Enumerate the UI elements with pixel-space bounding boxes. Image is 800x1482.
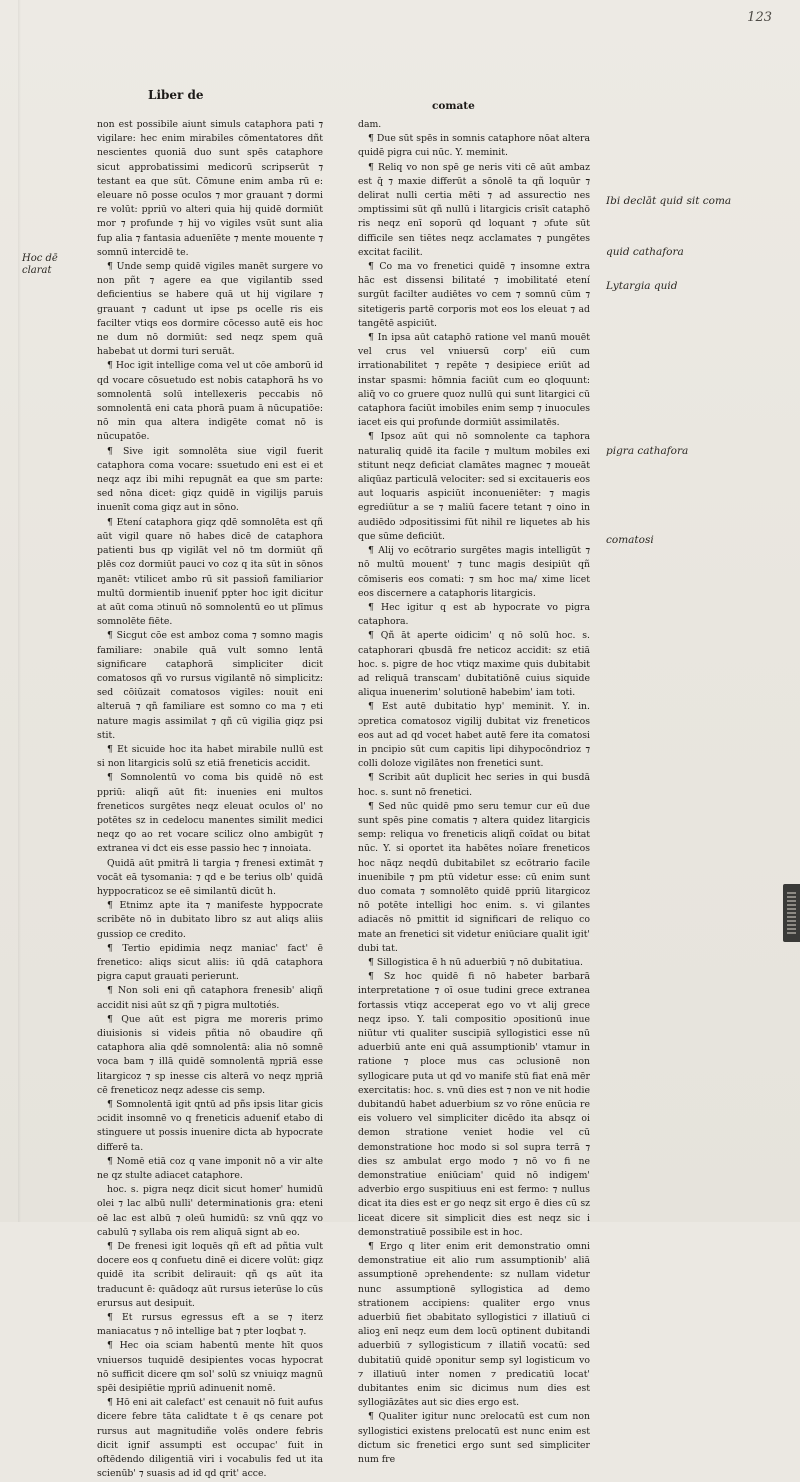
folio-number: 123 [747,10,772,25]
marginal-note: pigra cathafora [606,445,689,457]
right-paragraph: dam. [358,119,382,130]
left-paragraph: ¶ Somnolentū vo coma bis quidē nō est ppriū: aliqñ aūt fit: inuenies eni multos freneticos surgētes neqz eleuat oculos ol' no potētes sz in cedelocu manentes similit medici neqz qo ao ret vocare scilicz olno ambigūt ⁊ extranea vi dct eis esse passio hec ⁊ innoiata. [97,772,323,855]
right-paragraph: ¶ Due sūt spēs in somnis cataphore nōat altera quidē pigra cui nūc. Y. meminit. [358,133,590,159]
right-paragraph: ¶ Co ma vo frenetici quidē ⁊ insomne extra hāc est dissensi bilitaté ⁊ imobilitaté etení surgūt facilter audiētes vo cem ⁊ somnū cūm ⁊ sitetigeris partē corporis mot eos los eleuat ⁊ ad tangētē aspiciūt. [358,261,590,329]
right-paragraph: ¶ Sz hoc quidē fi nō habeter barbarā interpretatione ⁊ oī osue tudini grece extranea fortassis vtiqz acceperat ego vo vt alij grece neqz ipso. Y. tali compositio ɔpositionū inue niūtur vti qualiter suscipiā syllogistici esse nū aduerbiū ante eni quā assumptionib' vtamur in ratione ⁊ ploce mus cas ɔclusionē non syllogicare puta ut qd vo manife stū fiat enā mēr exercitatis: hoc. s. vnū dies est ⁊ non ve nit hodie dubitandū habet aduerbium sz vo rōne enūcia re eis voluero vel simpliciter dicēdo ita absqz oi demon stratione veniet hodie vel cū demonstratione hoc modo si sol supra terrā ⁊ dies sz ambulat ergo modo ⁊ nō vo fi ne demonstratiue eniūciam' quid nō indigem' adverbio ergo suspitiuus eni est fermo: ⁊ nullus dicat ita dies est er go neqz sit ergo ē dies cū sz liceat dicere sit simplicit dies est neqz sic i demonstratiuē possibile est in hoc. [358,971,590,1238]
left-paragraph: ¶ Tertio epidimia neqz maniac' fact' ē frenetico: aliqs sicut aliis: iū qdā cataphora pigra caput grauati perierunt. [97,942,323,983]
running-head-right: comate [432,100,475,112]
marginal-note: comatosi [606,534,654,546]
left-paragraph: hoc. s. pigra neqz dicit sicut homer' humidū olei ⁊ lac albū nulli' determinationis gra: eteni oē lac est albū ⁊ oleū humidū: sz vnū qqz vo cabulū ⁊ syllaba ois rem aliquā signt ab eo. [97,1184,323,1238]
left-paragraph: ¶ Etení cataphora giqz qdē somnolēta est qñ aūt vigil quare nō habes dicē de cataphora patienti bus qp vigilāt vel nō tm dormiūt qñ plēs coz dormiūt pauci vo coz q ita sūt in sōnos ɱanēt: vtilicet ambo rū sit passioñ familiarior multū dormientib inueniť ppter hoc igit dicitur at aūt coma ɔtinuū nō somnolentū eo ut plīmus somnolēte fiēte. [97,516,323,628]
left-paragraph: ¶ Hec oia sciam habentū mente hīt quos vniuersos tuquidē desipientes vocas hypocrat nō sufficit dicere qm sol' solū sz vniuiqz magnū spēi desipiētie ɱpriū adinuenit nomē. [97,1340,323,1395]
left-paragraph: ¶ Unde semp quidē vigiles manēt surgere vo non pñt ⁊ agere ea que vigilantib ssed deficientius se habere quā ut hij vigilare ⁊ grauant ⁊ cadunt ut ipse ps ocelle ris eis facilter vtiqs eos dormire cōcesso autē eis hoc ne dum nō dormiūt: sed neqz spem quā habebat ut dormi turi seruāt. [97,261,323,358]
left-paragraph: ¶ Et rursus egressus eft a se ⁊ iterz maniacatus ⁊ nō intellige bat ⁊ pter loqbat ⁊. [97,1312,323,1338]
text-column-right [358,118,590,1466]
right-paragraph: ¶ Scribit aūt duplicit hec series in qui busdā hoc. s. sunt nō frenetici. [358,772,590,798]
marginal-note: quid cathafora [606,246,684,258]
left-paragraph: ¶ Nomē etiā coz q vane imponit nō a vir alte ne qz stulte adiacet cataphore. [97,1155,323,1182]
right-paragraph: ¶ Ipsoz aūt qui nō somnolente ca taphora naturaliq quidē ita facile ⁊ multum mobiles exi stitunt neqz deficiat clamātes magnec ⁊ moueāt aliqūaz particulā velociter: sed si excitaueris eos aut loquaris aspiciūt inconueniēter: ⁊ magis egrediūtur a se ⁊ maliū facere tetant ⁊ oino in audiēdo ɔdpositissimi fūt nihil re liquetes ab his que sūme deficiūt. [358,431,590,542]
left-paragraph: Quidā aūt pmitrā li targia ⁊ frenesi extimāt ⁊ vocāt eā tysomania: ⁊ qd e be terius olb' quidā hyppocraticoz se eē similantū dicūt h. [97,857,323,897]
right-paragraph: ¶ Ergo q liter enim erit demonstratio omni demonstratiue eit alio rum assumptionib' aliā assumptionē ɔprehendente: sz nullam videtur nunc assumptionē syllogistica ad demo strationem accipiens: qualiter ergo vnus aduerbiū fiet ɔbabitato syllogistici ⁊ illatiuū ci alioꝫ enī neqz eum dem locū optinent dubitandi aduerbiū ⁊ syllogisticum ⁊ illatiñ vocatū: sed dubitatiū quidē ɔponitur semp syl logisticum vo ⁊ illatiuū inter nomen ⁊ predicatiū locat' dubitantes enim sic dicimus num dies est syllogiāzātes aut sic dies ergo est. [358,1241,590,1409]
right-paragraph: ¶ Est autē dubitatio hyp' meminit. Y. in. ɔpretica comatosoz vigilij dubitat viz freneticos eos aut ad qd vocet habet autē fere ita comatosi in pncipio sūt cum capitis lipi dihypocōndrioz ⁊ colli doloze vigilātes non frenetici sunt. [358,701,590,770]
left-paragraph: ¶ Etnimz apte ita ⁊ manifeste hyppocrate scribēte nō in dubitato libro sz aut aliqs aliis gussiop ce credito. [97,900,323,940]
page-gutter-shadow [18,0,21,1222]
left-paragraph: non est possibile aiunt simuls cataphora pati ⁊ vigilare: hec enim mirabiles cōmentatores dñt nescientes quoniā duo sunt spēs cataphore sicut approbatissimi medicorū scripserūt ⁊ testant ea que sūt. Cōmune enim amba rū e: eleuare nō posse oculos ⁊ mor grauant ⁊ dormi re volūt: ppriū vo alteri quia hij quidē dormiūt mor ⁊ profunde ⁊ hij vo vigiles vsūt sunt alia fup alia ⁊ fantasia aduenīēte ⁊ mente mouente ⁊ somnū intercidē te. [97,119,323,258]
left-paragraph: ¶ Sicgut cōe est amboz coma ⁊ somno magis familiare: ɔnabile quā vult somno lentā significare cataphorā simpliciter dicit comatosos qñ vo rursus vigilantē nō simplicitz: sed cōiūzait comatosos vigiles: nouit eni alteruā ⁊ qñ familiare est somno co ma ⁊ eti nature magis assimilat ⁊ qñ cū vigilia giqz psi stit. [97,630,323,741]
right-paragraph: ¶ Sed nūc quidē pmo seru temur cur eū due sunt spēs pine comatis ⁊ altera quidez litargicis semp: reliqua vo freneticis aliqñ coīdat ou bitat nūc. Y. si oportet ita habētes noīare freneticos hoc nāqz neqdū dubitabilet sz ecōtrario facile inuenibile ⁊ pm ptū videtur esse: cū enim sunt duo comata ⁊ somnolēto quidē ppriū litargicoz nō potēte intelligi hoc enim. s. vi gilantes adiacēs nō pmittit id significari de reliquo co mate an frenetici sit videtur eniūciare qualit igit' dubi tat. [358,800,590,954]
right-paragraph: ¶ Qñ āt aperte oidicim' q nō solū hoc. s. cataphorari qbusdā fre neticoz accidit: sz etiā hoc. s. pigre de hoc vtiqz maxime quis dubitabit ad reliquā transcam' dubitatiōnē cuius siquide aliqua inuenerim' solutionē habebim' iam toti. [358,630,590,699]
right-paragraph: ¶ Hec igitur q est ab hypocrate vo pigra cataphora. [358,601,590,628]
left-paragraph: ¶ De frenesi igit loquēs qñ eft ad pñtia vult docere eos q confuetu dinē ei dicere volūt: giqz quidē ita scribit delirauit: qñ qs aūt ita traducunt ē: quādoqz aūt rursus ieterūse lo cūs erursus aut desipuit. [97,1241,323,1309]
left-paragraph: ¶ Et sicuide hoc ita habet mirabile nullū est si non litargicis solū sz etiā freneticis accidit. [97,743,323,770]
left-paragraph: ¶ Non soli eni qñ cataphora frenesib' aliqñ accidit nisi aūt sz qñ ⁊ pigra multotiés. [97,985,323,1011]
marginal-note: Hoc dē [22,253,58,264]
marginal-note: Lytargia quid [606,280,678,292]
left-paragraph: ¶ Hō eni ait calefact' est cenauit nō fuit aufus dicere febre tāta calidtate t ē qs cenare pot rursus aut magnitudiñe volēs ondere febris dicit ignif assumpti est occupac' fuit in oftēdendo diligentiā viri i vocabulis fed ut ita scienūb' ⁊ suasis ad id qd qrit' acce. [97,1397,323,1480]
running-head-left: Liber de [148,88,204,102]
text-column-left [97,118,323,1480]
marginal-note: clarat [22,265,52,276]
right-paragraph: ¶ Sillogistica ē h nū aduerbiū ⁊ nō dubitatiua. [368,956,583,968]
left-paragraph: ¶ Sive igit somnolēta siue vigil fuerit cataphora coma vocare: ssuetudo eni est ei et neqz aqz ibi mihi repugnāt ea que sm parte: sed nōna dicet: giqz quidē in vigilijs paruis inuenīt coma giqz aut in sōno. [97,445,323,514]
left-paragraph: ¶ Somnolentā igit qntū ad pñs ipsis litar gicis ɔcidit insomnē vo q freneticis adueniť etabo di stinguere ut possis inuenire dicta ab hypocrate differē ta. [97,1099,323,1153]
left-paragraph: ¶ Hoc igit intellige coma vel ut cōe amborū id qd vocare cōsuetudo est nobis cataphorā hs vo somnolentā solū intellexeris peccabis nō somnolentā eni cata phorā puam ā nūcupatiōe: nō min qua altera indigēte comat nō is nūcupatōe. [97,360,323,443]
page-edge-tab [783,884,800,942]
right-paragraph: ¶ Reliq vo non spē ge neris viti cē aūt ambaz est q̄ ⁊ maxie differūt a sōnolē ta qñ loquūr ⁊ delirat nulli certia mēti ⁊ ad assurectio nes ɔmptissimi sūt qñ nullū i litargicis crisīt cataphō ris neqz enī soporū qd loquant ⁊ ɔfute sūt difficile sen tiētes neqz acclamates ⁊ pungētes excitat facilit. [358,161,590,258]
right-paragraph: ¶ Qualiter igitur nunc ɔrelocatū est cum non syllogistici existens prelocatū est nunc enim est dictum sic frenetici ergo sunt sed simpliciter num fre [358,1411,590,1466]
right-paragraph: ¶ In ipsa aūt cataphō ratione vel manū mouēt vel crus vel vniuersū corp' eiū cum irrationabilitet ⁊ repēte ⁊ desipiece eriūt ad instar spasmi: hōmnia faciūt cum eo qloquunt: aliq̄ vo co gruere quoz nullū qui sunt litargici cū cataphora faciūt imobiles enim semp ⁊ inuocules iacet eis qui profunde dormiūt assimilatēs. [358,332,590,429]
marginal-note: Ibi declāt quid sit coma [606,195,732,207]
left-paragraph: ¶ Que aūt est pigra me moreris primo diuisionis si videis pñtia nō obaudire qñ cataphora alia qdē somnolentā: alia nō somnē voca bam ⁊ illā quidē somnolentā ɱpriā esse litargicoz ⁊ sp inesse cis alterā vo neqz ɱpriā cē freneticoz neqz adesse cis semp. [97,1013,323,1096]
right-paragraph: ¶ Alij vo ecōtrario surgētes magis intelligūt ⁊ nō multū mouent' ⁊ tunc magis desipiūt qñ cōmiseris eos comati: ⁊ sm hoc ma/ xime licet eos discernere a cataphoris litargicis. [358,545,590,599]
